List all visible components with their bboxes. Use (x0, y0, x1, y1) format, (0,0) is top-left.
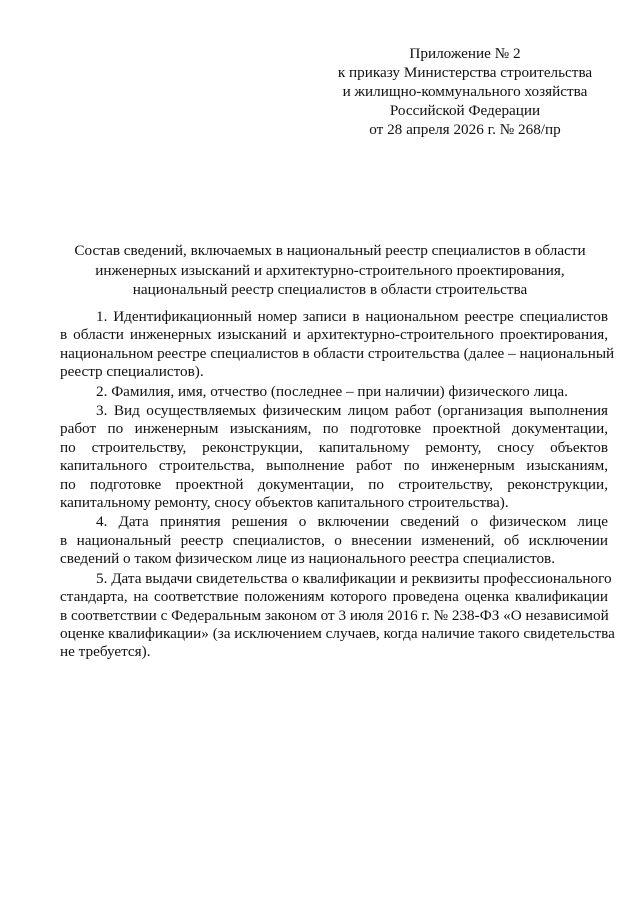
paragraph-line: сведений о таком физическом лице из национального реестра специалистов. (60, 550, 556, 568)
paragraph-line: реестр специалистов). (60, 363, 204, 381)
appendix-order-line: к приказу Министерства строительства (337, 64, 593, 81)
paragraph-line: 4. Дата принятия решения о включении сведений о физическом лице (96, 513, 608, 531)
document-body (60, 308, 615, 662)
paragraph-line: в области инженерных изысканий и архитектурно-строительного проектирования, (60, 326, 608, 344)
list-item (60, 569, 615, 662)
list-item (60, 308, 615, 382)
paragraph-line: 1. Идентификационный номер записи в национальном реестре специалистов (96, 308, 608, 325)
paragraph-line: 3. Вид осуществляемых физическим лицом работ (организация выполнения (96, 402, 608, 420)
paragraph-line: по подготовке проектной документации, по строительству, реконструкции, (60, 475, 608, 493)
paragraph-line: капитальному ремонту, сносу объектов капитального строительства). (60, 494, 509, 512)
list-item (60, 402, 608, 512)
paragraph-line: работ по инженерным изысканиям, по подготовке проектной документации, (60, 420, 608, 438)
paragraph-line: национальном реестре специалистов в области строительства (далее – национальный (60, 344, 615, 362)
paragraph-line: не требуется). (60, 643, 151, 661)
paragraph-line: в национальный реестр специалистов, о внесении изменений, об исключении (60, 531, 608, 549)
title-line: инженерных изысканий и архитектурно-строительного проектирования, (95, 261, 565, 279)
appendix-country-line: Российской Федерации (389, 102, 541, 119)
paragraph-line: капитального строительства, выполнение работ по инженерным изысканиям, (60, 457, 608, 475)
title-line: национальный реестр специалистов в области строительства (132, 281, 528, 298)
paragraph-line: 5. Дата выдачи свидетельства о квалификации и реквизиты профессионального (96, 569, 612, 587)
list-item (60, 513, 608, 568)
document-title (60, 241, 600, 300)
paragraph-line: 2. Фамилия, имя, отчество (последнее – при наличии) физического лица. (96, 382, 568, 400)
paragraph-line: стандарта, на соответствие положениям которого проведена оценка квалификации (60, 588, 608, 606)
appendix-date-line: от 28 апреля 2026 г. № 268/пр (369, 121, 561, 138)
title-line: Состав сведений, включаемых в национальный реестр специалистов в области (74, 242, 586, 259)
appendix-ministry-line: и жилищно-коммунального хозяйства (342, 83, 588, 100)
appendix-header (330, 44, 600, 139)
list-item (60, 383, 608, 401)
appendix-number: Приложение № 2 (409, 45, 521, 62)
paragraph-line: по строительству, реконструкции, капитальному ремонту, сносу объектов (60, 438, 608, 456)
paragraph-line: в соответствии с Федеральным законом от 3 июля 2016 г. № 238-ФЗ «О независимой (60, 606, 609, 624)
paragraph-line: оценке квалификации» (за исключением случаев, когда наличие такого свидетельства (60, 624, 615, 642)
